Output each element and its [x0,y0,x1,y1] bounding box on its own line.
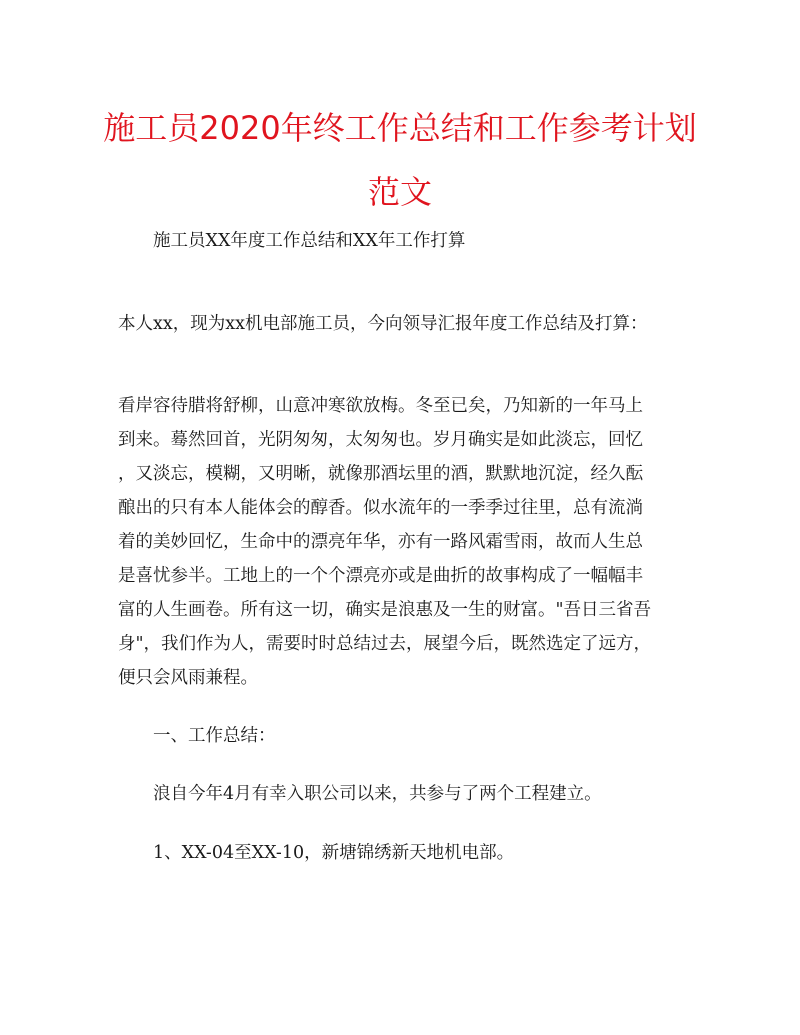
intro-paragraph: 本人xx，现为xx机电部施工员，今向领导汇报年度工作总结及打算： [118,314,648,334]
document-title-line-2: 范文 [367,173,432,211]
body-line: 看岸容待腊将舒柳，山意冲寒欲放梅。冬至已矣，乃知新的一年马上 [118,396,643,416]
body-line: 到来。蓦然回首，光阴匆匆，太匆匆也。岁月确实是如此淡忘，回忆 [118,430,643,450]
body-line: 富的人生画卷。所有这一切，确实是浪惠及一生的财富。"吾日三省吾 [118,600,652,620]
document-title-line-1: 施工员2020年终工作总结和工作参考计划 [103,109,697,147]
body-line: 便只会风雨兼程。 [118,668,258,688]
section-list-item: 1、XX-04至XX-10，新塘锦绣新天地机电部。 [153,843,515,863]
section-paragraph: 浪自今年4月有幸入职公司以来，共参与了两个工程建立。 [153,784,602,804]
body-line: 身"，我们作为人，需要时时总结过去，展望今后，既然选定了远方， [118,634,652,654]
body-line: 着的美妙回忆，生命中的漂亮年华，亦有一路风霜雪雨，故而人生总 [118,532,643,552]
body-line: ，又淡忘，模糊，又明晰，就像那酒坛里的酒，默默地沉淀，经久酝 [118,464,643,484]
body-line: 酿出的只有本人能体会的醇香。似水流年的一季季过往里，总有流淌 [118,498,643,518]
body-line: 是喜忧参半。工地上的一个个漂亮亦或是曲折的故事构成了一幅幅丰 [118,566,643,586]
document-subtitle: 施工员XX年度工作总结和XX年工作打算 [153,231,466,251]
section-heading: 一、工作总结： [153,726,276,746]
